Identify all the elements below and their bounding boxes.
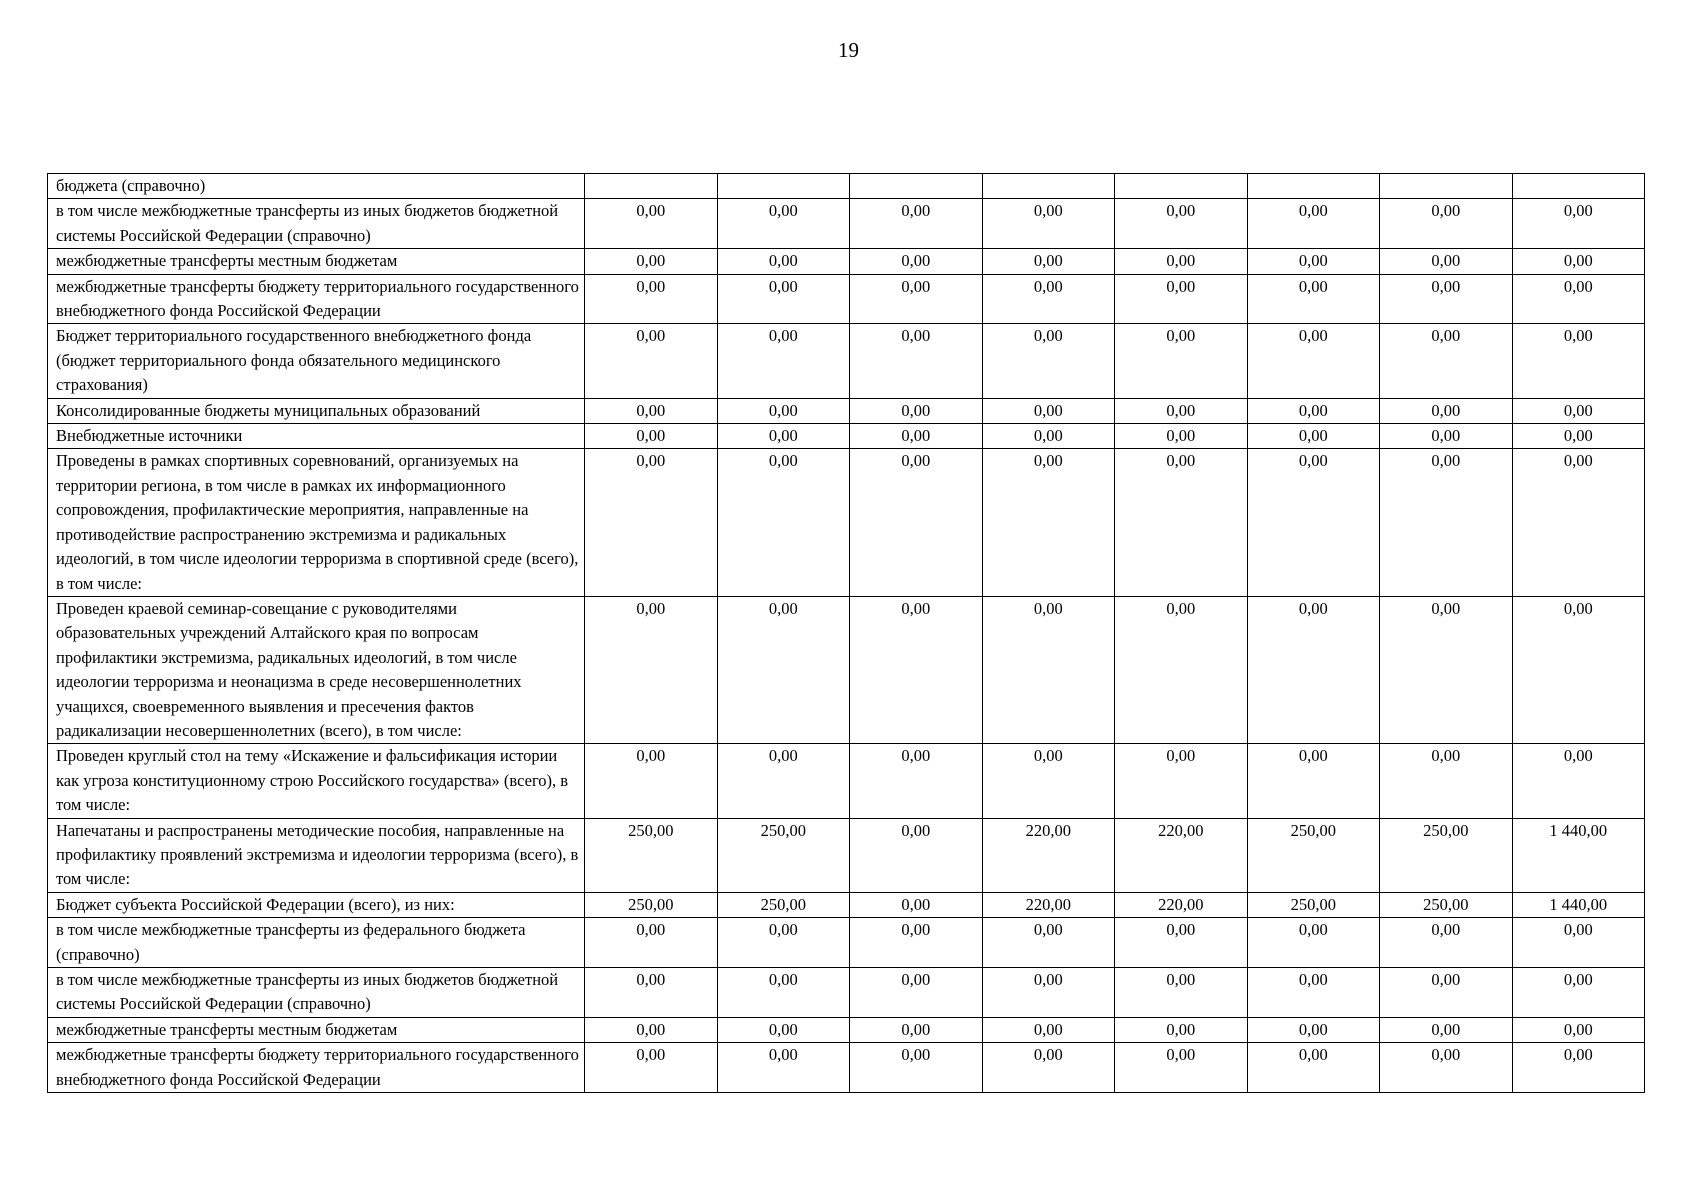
- value-cell: 0,00: [1512, 1043, 1645, 1093]
- value-cell: 250,00: [1380, 892, 1513, 917]
- row-label: Внебюджетные источники: [48, 424, 585, 449]
- value-cell: 0,00: [585, 274, 718, 324]
- value-cell: 0,00: [717, 249, 850, 274]
- value-cell: 0,00: [1115, 744, 1248, 818]
- value-cell: 0,00: [1247, 199, 1380, 249]
- table-row: [48, 249, 1645, 274]
- row-label: в том числе межбюджетные трансферты из иных бюджетов бюджетной системы Российской Федерации (справочно): [48, 968, 585, 1018]
- value-cell: 0,00: [1380, 424, 1513, 449]
- budget-table: [47, 173, 1645, 1093]
- value-cell: 220,00: [982, 892, 1115, 917]
- table-row: [48, 918, 1645, 968]
- value-cell: 220,00: [982, 818, 1115, 892]
- table-row: [48, 744, 1645, 818]
- value-cell: 0,00: [1512, 199, 1645, 249]
- value-cell: 0,00: [850, 449, 983, 596]
- table-row: [48, 968, 1645, 1018]
- value-cell: 0,00: [1380, 274, 1513, 324]
- value-cell: 0,00: [1380, 449, 1513, 596]
- value-cell: 0,00: [1512, 249, 1645, 274]
- value-cell: 0,00: [1115, 1017, 1248, 1042]
- row-label: бюджета (справочно): [48, 174, 585, 199]
- row-label: в том числе межбюджетные трансферты из иных бюджетов бюджетной системы Российской Федерации (справочно): [48, 199, 585, 249]
- value-cell: 0,00: [850, 744, 983, 818]
- value-cell: 0,00: [850, 596, 983, 743]
- value-cell: 0,00: [585, 424, 718, 449]
- value-cell: 0,00: [850, 324, 983, 398]
- row-label: межбюджетные трансферты бюджету территориального государственного внебюджетного фонда Российской Федерации: [48, 1043, 585, 1093]
- row-label: Напечатаны и распространены методические пособия, направленные на профилактику проявлений экстремизма и идеологии терроризма (всего), в том числе:: [48, 818, 585, 892]
- value-cell: 220,00: [1115, 818, 1248, 892]
- value-cell: 0,00: [982, 449, 1115, 596]
- value-cell: 0,00: [982, 324, 1115, 398]
- value-cell: [585, 174, 718, 199]
- row-label: Бюджет субъекта Российской Федерации (всего), из них:: [48, 892, 585, 917]
- value-cell: 0,00: [850, 968, 983, 1018]
- value-cell: 0,00: [1247, 1017, 1380, 1042]
- table-row: [48, 174, 1645, 199]
- value-cell: 0,00: [585, 744, 718, 818]
- value-cell: 0,00: [717, 398, 850, 423]
- value-cell: 0,00: [982, 398, 1115, 423]
- row-label: межбюджетные трансферты местным бюджетам: [48, 1017, 585, 1042]
- value-cell: 0,00: [585, 324, 718, 398]
- value-cell: 0,00: [1247, 596, 1380, 743]
- value-cell: 0,00: [1115, 1043, 1248, 1093]
- table-row: [48, 818, 1645, 892]
- row-label: Проведен круглый стол на тему «Искажение и фальсификация истории как угроза конституционному строю Российского государства» (всего), в том числе:: [48, 744, 585, 818]
- row-label: межбюджетные трансферты местным бюджетам: [48, 249, 585, 274]
- value-cell: 0,00: [717, 596, 850, 743]
- value-cell: 0,00: [717, 199, 850, 249]
- value-cell: 0,00: [717, 274, 850, 324]
- value-cell: 0,00: [717, 918, 850, 968]
- value-cell: 0,00: [1512, 596, 1645, 743]
- value-cell: 0,00: [1512, 918, 1645, 968]
- value-cell: 0,00: [982, 596, 1115, 743]
- value-cell: 0,00: [585, 968, 718, 1018]
- value-cell: 0,00: [585, 1017, 718, 1042]
- value-cell: 0,00: [850, 918, 983, 968]
- value-cell: 0,00: [850, 818, 983, 892]
- value-cell: 0,00: [982, 1017, 1115, 1042]
- value-cell: 0,00: [850, 892, 983, 917]
- value-cell: 0,00: [1512, 398, 1645, 423]
- value-cell: 0,00: [1247, 1043, 1380, 1093]
- row-label: Проведен краевой семинар-совещание с руководителями образовательных учреждений Алтайского края по вопросам профилактики экстремизма, радикальных идеологий, в том числе идеологии терроризма и неонацизма в среде несовершеннолетних учащихся, своевременного выявления и пресечения фактов радикализации несовершеннолетних (всего), в том числе:: [48, 596, 585, 743]
- row-label: межбюджетные трансферты бюджету территориального государственного внебюджетного фонда Российской Федерации: [48, 274, 585, 324]
- value-cell: [1115, 174, 1248, 199]
- value-cell: 0,00: [717, 1017, 850, 1042]
- value-cell: 0,00: [850, 1043, 983, 1093]
- value-cell: 0,00: [585, 449, 718, 596]
- value-cell: 0,00: [850, 274, 983, 324]
- value-cell: 0,00: [717, 1043, 850, 1093]
- value-cell: 0,00: [585, 596, 718, 743]
- table-row: [48, 274, 1645, 324]
- value-cell: 0,00: [585, 199, 718, 249]
- value-cell: 0,00: [982, 968, 1115, 1018]
- value-cell: 1 440,00: [1512, 818, 1645, 892]
- value-cell: 0,00: [585, 249, 718, 274]
- value-cell: [1512, 174, 1645, 199]
- value-cell: 250,00: [585, 892, 718, 917]
- value-cell: 0,00: [1380, 199, 1513, 249]
- value-cell: 0,00: [1115, 324, 1248, 398]
- value-cell: 0,00: [717, 968, 850, 1018]
- table-row: [48, 398, 1645, 423]
- value-cell: 0,00: [982, 274, 1115, 324]
- table-row: [48, 199, 1645, 249]
- value-cell: 0,00: [850, 424, 983, 449]
- value-cell: 0,00: [585, 918, 718, 968]
- value-cell: 0,00: [1115, 424, 1248, 449]
- value-cell: [1247, 174, 1380, 199]
- value-cell: 0,00: [850, 398, 983, 423]
- value-cell: 250,00: [717, 818, 850, 892]
- value-cell: 0,00: [1115, 199, 1248, 249]
- value-cell: 0,00: [982, 918, 1115, 968]
- value-cell: 0,00: [1247, 918, 1380, 968]
- value-cell: 0,00: [1115, 449, 1248, 596]
- value-cell: 250,00: [1247, 818, 1380, 892]
- table-row: [48, 1043, 1645, 1093]
- value-cell: 0,00: [1247, 449, 1380, 596]
- table-body: [48, 174, 1645, 1093]
- value-cell: 0,00: [717, 324, 850, 398]
- value-cell: 0,00: [1512, 744, 1645, 818]
- value-cell: [717, 174, 850, 199]
- value-cell: 0,00: [850, 249, 983, 274]
- value-cell: 250,00: [1247, 892, 1380, 917]
- value-cell: 0,00: [1380, 1043, 1513, 1093]
- value-cell: 0,00: [585, 1043, 718, 1093]
- value-cell: 0,00: [1512, 1017, 1645, 1042]
- value-cell: 0,00: [717, 744, 850, 818]
- value-cell: 0,00: [1115, 398, 1248, 423]
- table-row: [48, 892, 1645, 917]
- value-cell: 0,00: [1247, 274, 1380, 324]
- value-cell: 0,00: [982, 199, 1115, 249]
- value-cell: 250,00: [1380, 818, 1513, 892]
- value-cell: 250,00: [585, 818, 718, 892]
- value-cell: [982, 174, 1115, 199]
- value-cell: 0,00: [717, 449, 850, 596]
- value-cell: 0,00: [1380, 968, 1513, 1018]
- value-cell: 0,00: [982, 1043, 1115, 1093]
- value-cell: 0,00: [717, 424, 850, 449]
- table-row: [48, 449, 1645, 596]
- value-cell: 0,00: [1512, 424, 1645, 449]
- value-cell: 0,00: [1380, 398, 1513, 423]
- table-row: [48, 596, 1645, 743]
- value-cell: 0,00: [1115, 249, 1248, 274]
- value-cell: 0,00: [1247, 968, 1380, 1018]
- value-cell: 0,00: [1380, 324, 1513, 398]
- value-cell: 0,00: [585, 398, 718, 423]
- value-cell: 0,00: [1380, 744, 1513, 818]
- value-cell: 0,00: [1247, 249, 1380, 274]
- table-row: [48, 424, 1645, 449]
- value-cell: 0,00: [1247, 324, 1380, 398]
- value-cell: 0,00: [850, 199, 983, 249]
- value-cell: 0,00: [1380, 249, 1513, 274]
- value-cell: 250,00: [717, 892, 850, 917]
- value-cell: 0,00: [1247, 744, 1380, 818]
- table-row: [48, 1017, 1645, 1042]
- row-label: Бюджет территориального государственного внебюджетного фонда (бюджет территориального фонда обязательного медицинского страхования): [48, 324, 585, 398]
- value-cell: 0,00: [1512, 324, 1645, 398]
- value-cell: 0,00: [1247, 424, 1380, 449]
- value-cell: 0,00: [1380, 918, 1513, 968]
- value-cell: 0,00: [1115, 968, 1248, 1018]
- value-cell: 0,00: [850, 1017, 983, 1042]
- value-cell: [850, 174, 983, 199]
- value-cell: 220,00: [1115, 892, 1248, 917]
- value-cell: 0,00: [1380, 1017, 1513, 1042]
- value-cell: 1 440,00: [1512, 892, 1645, 917]
- value-cell: 0,00: [1115, 918, 1248, 968]
- value-cell: 0,00: [982, 424, 1115, 449]
- value-cell: 0,00: [1380, 596, 1513, 743]
- row-label: Проведены в рамках спортивных соревнований, организуемых на территории региона, в том числе в рамках их информационного сопровождения, профилактические мероприятия, направленные на противодействие распространению экстремизма и радикальных идеологий, в том числе идеологии терроризма в спортивной среде (всего), в том числе:: [48, 449, 585, 596]
- value-cell: 0,00: [1115, 274, 1248, 324]
- row-label: Консолидированные бюджеты муниципальных образований: [48, 398, 585, 423]
- value-cell: 0,00: [1115, 596, 1248, 743]
- value-cell: 0,00: [1512, 274, 1645, 324]
- value-cell: 0,00: [1247, 398, 1380, 423]
- row-label: в том числе межбюджетные трансферты из федерального бюджета (справочно): [48, 918, 585, 968]
- value-cell: 0,00: [982, 249, 1115, 274]
- value-cell: 0,00: [982, 744, 1115, 818]
- value-cell: [1380, 174, 1513, 199]
- page-number: 19: [838, 38, 859, 62]
- table-row: [48, 324, 1645, 398]
- value-cell: 0,00: [1512, 968, 1645, 1018]
- value-cell: 0,00: [1512, 449, 1645, 596]
